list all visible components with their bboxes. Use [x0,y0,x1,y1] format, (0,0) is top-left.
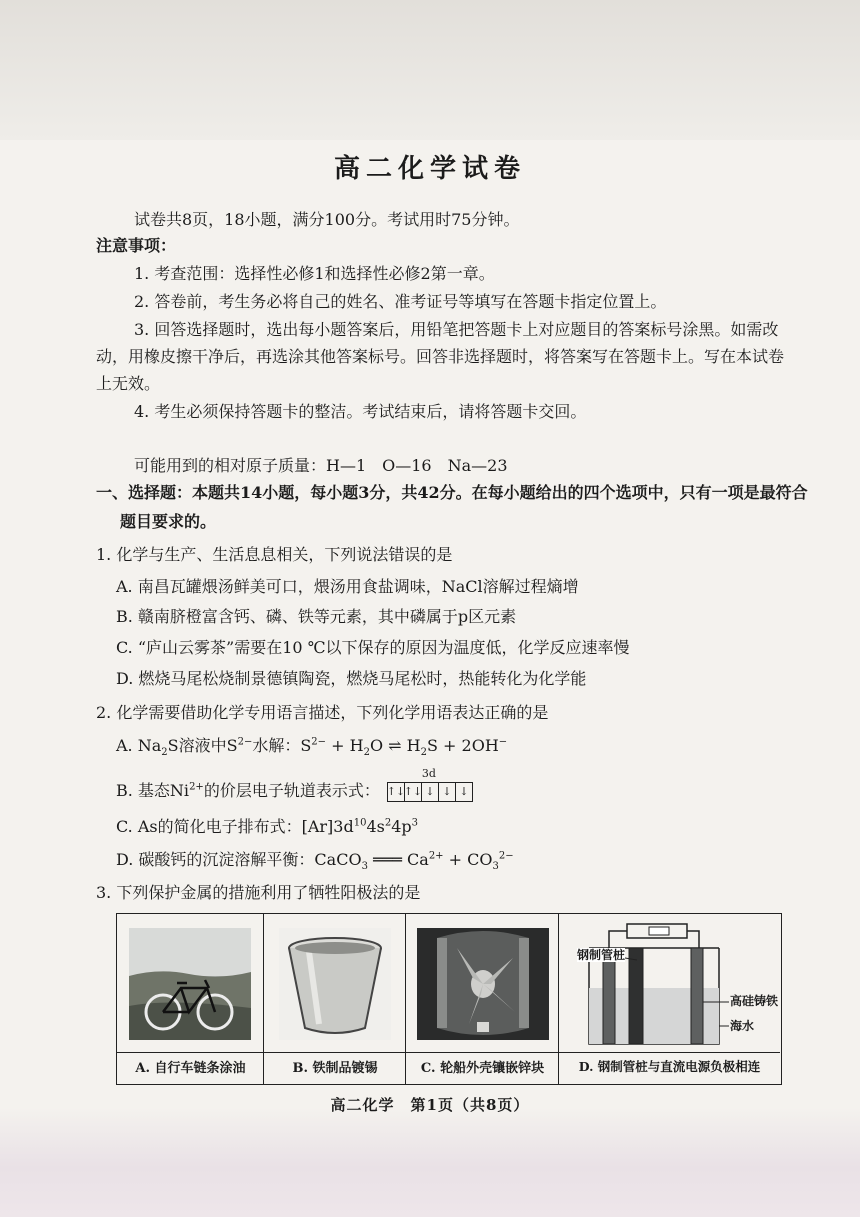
orbital-box: ↑↓ [388,783,405,801]
q2-option-d: D. 碳酸钙的沉淀溶解平衡：CaCO$_3$ ═══ $Ca^{2+} + CO_3^{2-}$ [116,850,514,873]
q3-caption-a: A. 自行车链条涂油 [135,1061,246,1076]
q3-caption-d: D. 钢制管桩与直流电源负极相连 [578,1059,761,1074]
diagram-label-pile: 钢制管桩 [577,948,626,962]
orbital-box: ↓ [422,783,439,801]
notice-3-end: 上无效。 [96,374,161,393]
bicycle-photo [129,928,251,1040]
q3-figure-table [116,913,782,1085]
q1-option-b: B. 赣南脐橙富含钙、磷、铁等元素，其中磷属于p区元素 [116,607,517,626]
q3-caption-b: B. 铁制品镀锡 [292,1061,378,1076]
orbital-label: 3d [421,767,436,781]
notice-3-cont: 动，用橡皮擦干净后，再选涂其他答案标号。回答非选择题时，将答案写在答题卡上。写在本试卷 [96,347,785,366]
exam-summary: 试卷共8页，18小题，满分100分。考试用时75分钟。 [134,210,520,229]
tin-bucket-photo [279,928,391,1040]
notice-title: 注意事项： [96,236,177,255]
section-heading-cont: 题目要求的。 [120,512,217,531]
notice-1: 1. 考查范围：选择性必修1和选择性必修2第一章。 [134,264,495,283]
page-title: 高二化学试卷 [333,154,526,184]
notice-3: 3. 回答选择题时，选出每小题答案后，用铅笔把答题卡上对应题目的答案标号涂黑。如需改 [134,320,779,339]
q1-option-c: C. “庐山云雾茶”需要在10 ℃以下保存的原因为温度低，化学反应速率慢 [116,638,630,657]
q1-option-a: A. 南昌瓦罐煨汤鲜美可口，煨汤用食盐调味，NaCl溶解过程熵增 [116,577,579,596]
orbital-box: ↓ [439,783,456,801]
q1-option-d: D. 燃烧马尾松烧制景德镇陶瓷，燃烧马尾松时，热能转化为化学能 [116,669,587,688]
notice-2: 2. 答卷前，考生务必将自己的姓名、准考证号等填写在答题卡指定位置上。 [134,292,667,311]
q2-option-a: A. $Na_2S$溶液中$S^{2-}$水解：$S^{2-} + H_2O$ ⇌ $H_2S + 2OH^-$ [116,736,508,759]
q3-stem: 3. 下列保护金属的措施利用了牺牲阳极法的是 [96,883,421,902]
orbital-box: ↑↓ [405,783,422,801]
orbital-diagram [385,767,473,802]
q1-stem: 1. 化学与生产、生活息息相关，下列说法错误的是 [96,545,453,564]
diagram-label-anode: 高硅铸铁 [730,994,779,1008]
ship-propeller-photo [417,928,549,1040]
orbital-box: ↓ [459,785,469,799]
q2-stem: 2. 化学需要借助化学专用语言描述，下列化学用语表达正确的是 [96,703,549,722]
atomic-mass-line: 可能用到的相对原子质量：H—1 O—16 Na—23 [134,456,508,475]
section-heading: 一、选择题：本题共14小题，每小题3分，共42分。在每小题给出的四个选项中，只有一项是最符合 [96,483,808,502]
q2-option-c: C. As的简化电子排布式：$[Ar]3d^{10}4s^24p^3$ [116,817,419,836]
q2-option-b: B. 基态$Ni^{2+}$的价层电子轨道表示式： 3d ↑↓ ↑↓ ↓ ↓ ↓ [116,781,473,802]
page-footer: 高二化学 第1页（共8页） [330,1096,530,1114]
notice-4: 4. 考生必须保持答题卡的整洁。考试结束后，请将答题卡交回。 [134,402,587,421]
q3-caption-c: C. 轮船外壳镶嵌锌块 [420,1061,545,1076]
diagram-label-water: 海水 [730,1019,755,1033]
